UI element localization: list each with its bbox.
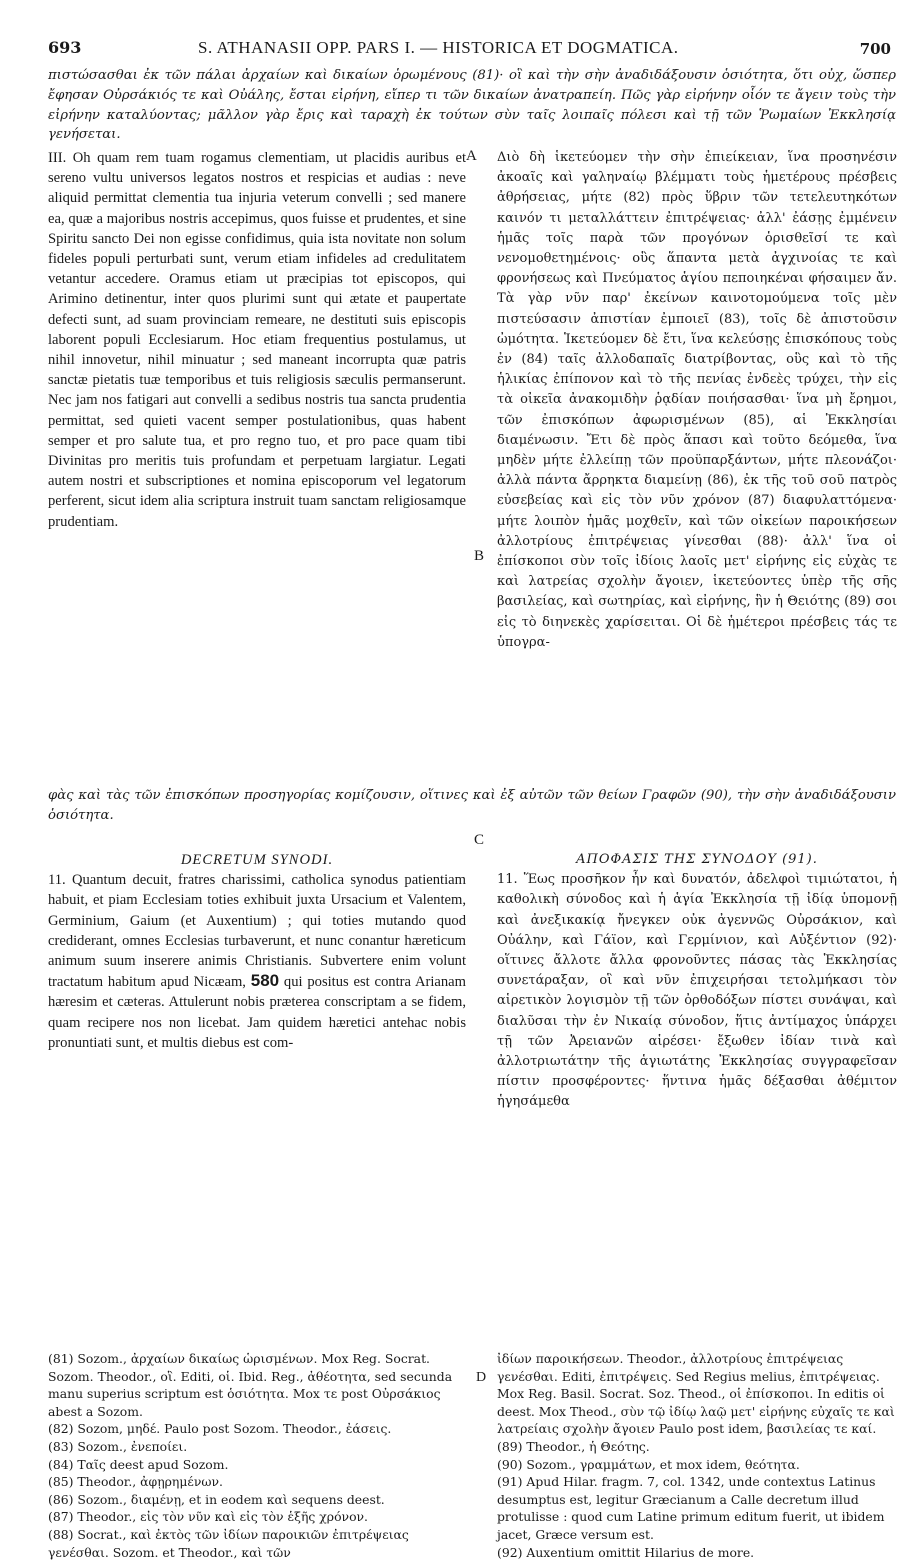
running-head: S. ATHANASII OPP. PARS I. — HISTORICA ET DOGMATICA. bbox=[198, 38, 679, 57]
footnote-86: (86) Sozom., διαμένῃ, et in eodem καὶ sequens deest. bbox=[48, 1491, 385, 1507]
footnote-91: (91) Apud Hilar. fragm. 7, col. 1342, unde contextus Latinus desumptus est, legitur Græcianum a Calle decretum illud protulisse : quod cum Latine primum editum fuerit, ut ibidem jacet, Græce versum est. bbox=[497, 1474, 885, 1542]
footnote-83: (83) Sozom., ἐνεποίει. bbox=[48, 1438, 188, 1454]
footnote-82: (82) Sozom, μηδέ. Paulo post Sozom. Theodor., ἐάσεις. bbox=[48, 1421, 392, 1437]
intro-greek-paragraph: πιστώσασθαι ἐκ τῶν πάλαι ἀρχαίων καὶ δικαίων ὁρωμένους (81)· οἳ καὶ τὴν σὴν ἀναδιδάξουσιν ὁσιότητα, ὅτι οὐχ, ὥσπερ ἔφησαν Οὐρσάκιός τε καὶ Οὐάλης, ἔσται εἰρήνη, εἴπερ τι τῶν δικαίων ἀνατραπείη. Πῶς γὰρ εἰρήνην οἷόν τε ἄγειν τοὺς τὴν εἰρήνην καταλύοντας; μᾶλλον γὰρ ἔρις καὶ ταραχὴ ἐκ τούτων σὺν ταῖς λοιπαῖς πόλεσι καὶ τῇ τῶν Ῥωμαίων Ἐκκλησίᾳ γενήσεται. bbox=[48, 68, 896, 143]
footnote-88: (88) Socrat., καὶ ἐκτὸς τῶν ἰδίων παροικιῶν ἐπιτρέψειας γενέσθαι. Sozom. et Theodor., καὶ τῶν bbox=[48, 1526, 409, 1560]
margin-marker-c: C bbox=[474, 832, 485, 848]
bold-margin-number: 580 bbox=[250, 971, 280, 991]
footnotes-left bbox=[48, 1350, 468, 1561]
decretum-synodi bbox=[48, 850, 466, 1053]
margin-marker-a: A bbox=[466, 148, 477, 164]
decretum-text-before: 11. Quantum decuit, fratres charissimi, catholica synodus patientiam habuit, et piam Ecclesiam toties exhibuit juxta Ursacium et Valentem, Germinium, Gaium (et Auxentium) ; qui toties mutando quod crediderant, omnes Ecclesias turbaverunt, et nunc conantur hæreticum animum suum inserere animis Christianis. Subvertere enim volunt tractatum habitum apud Nicæam, bbox=[48, 872, 466, 991]
latin-section-3: III. Oh quam rem tuam rogamus clementiam, ut placidis auribus et sereno vultu universos legatos nostros et respicias et audias : neve aliquid permittat clementia tua injuria veterum convelli ; sed manere ea, quæ a majoribus nostris accepimus, quos fuisse et prudentes, et sine Spiritu sancto Dei non egisse confidimus, quia ista novitate non solum fideles populi perturbati sunt, verum etiam infideles ad credulitatem vetantur accedere. Oramus etiam ut præcipias tot episcopos, qui Arimino detinentur, inter quos plurimi sunt qui ætate et paupertate defecti sunt, ad suam provinciam remeare, ne destituti suis episcopis laborent populi Ecclesiarum. Hoc etiam frequentius postulamus, ut nihil innovetur, nihil minuatur ; sed maneant incorrupta quæ patris sanctæ pietatis tuæ temporibus et tuis religiosis sæculis permanserunt. Nec jam nos fatigari aut convelli a sedibus nostris tua sancta prudentia permittat, sed quieti vacent semper postulationibus, quas habent semper et pro salute tua, et pro regno tuo, et pro pace quam tibi Divinitas pro meritis tuis profundam et perpetuam largiatur. Legati autem nostri et subscriptiones et nomina episcoporum vel legatorum perferent, sicut idem alia scriptura instruit tuam sanctam religiosamque prudentiam. bbox=[48, 150, 466, 530]
footnote-85: (85) Theodor., ἀφῃρημένων. bbox=[48, 1474, 223, 1490]
margin-marker-b: B bbox=[474, 548, 485, 564]
footnote-81: (81) Sozom., ἀρχαίων δικαίως ὡρισμένων. Mox Reg. Socrat. Sozom. Theodor., οἳ. Editi, οἱ. Ibid. Reg., ἀθέοτητα, sed secunda manu superius scriptum est ὁσιότητα. Mox τε post Οὐρσάκιος abest a Sozom. bbox=[48, 1351, 453, 1419]
footnote-90: (90) Sozom., γραμμάτων, et mox idem, θεότητα. bbox=[497, 1456, 800, 1472]
footnote-88-continued: ἰδίων παροικήσεων. Theodor., ἀλλοτρίους ἐπιτρέψειας γενέσθαι. Editi, ἐπιτρέψεις. Sed Regius melius, ἐπιτρέψειας. Mox Reg. Basil. Socrat. Soz. Theod., οἱ ἐπίσκοποι. In editis οἱ deest. Mox Theod., σὺν τῷ ἰδίῳ λαῷ μετ' εἰρήνης εὐχαῖς τε καὶ λατρείαις σχολὴν ἄγοιεν Paulo post idem, βασιλείας τε καί. bbox=[497, 1351, 895, 1437]
margin-marker-d: D bbox=[476, 1370, 487, 1385]
bridge-greek-paragraph: φὰς καὶ τὰς τῶν ἐπισκόπων προσηγορίας κομίζουσιν, οἵτινες καὶ ἐξ αὐτῶν τῶν θείων Γραφῶν (90), τὴν σὴν ἀναδιδάξουσιν ὁσιότητα. bbox=[48, 788, 896, 823]
greek-section-3: Διὸ δὴ ἱκετεύομεν τὴν σὴν ἐπιείκειαν, ἵνα προσηνέσιν ἀκοαῖς καὶ γαληναίῳ βλέμματι τοὺς ἡμετέρους πρέσβεις ἀθρήσειας, μήτε (82) πρὸς ὕβριν τῶν τετελευτηκότων καινόν τι μεταλλάττειν ἐπιτρέψειας· ἀλλ' ἐάσῃς ἐμμένειν ἡμᾶς τοῖς παρὰ τῶν προγόνων ὁρισθεῖσί τε καὶ νενομοθετημένοις· οὓς ἅπαντα μετὰ ἀγχινοίας τε καὶ φρονήσεως καὶ Πνεύματος ἁγίου πεποιηκέναι φήσαιμεν ἄν. Τὰ γὰρ νῦν παρ' ἐκείνων καινοτομούμενα τοῖς μὲν πιστεύσασιν ἀπιστίαν ἐμποιεῖ (83), τοῖς δὲ ἀπιστοῦσιν ὠμότητα. Ἱκετεύομεν δὲ ἔτι, ἵνα κελεύσῃς ἐπισκόπους τοὺς ἐν (84) ταῖς ἀλλοδαπαῖς διατρίβοντας, οὓς καὶ τὸ τῆς ἡλικίας ἐπίπονον καὶ τὸ τῆς πενίας ἐνδεὲς τρύχει, τὴν εἰς τὰ οἰκεῖα ἀνακομιδὴν ῥᾳδίαν ποιήσασθαι· ἵνα μὴ ἔρημοι, τῶν ἐπισκόπων ἀφωρισμένων (85), αἱ Ἐκκλησίαι διαμένωσιν. Ἔτι δὲ πρὸς ἅπασι καὶ τοῦτο δεόμεθα, ἵνα μηδὲν μήτε ἐλλείπῃ τῶν προϋπαρξάντων, μήτε πλεονάζοι· ἀλλὰ πάντα ἄρρηκτα διαμείνῃ (86), ἐκ τῆς τοῦ σοῦ πατρὸς εὐσεβείας καὶ εἰς τὸν νῦν χρόνον (87) διαφυλαττόμενα· μήτε λοιπὸν ἡμᾶς μοχθεῖν, καὶ τῶν οἰκείων παροικήσεων ἀλλοτρίους ἐπιτρέψειας γίνεσθαι (88)· ἀλλ' ἵνα οἱ ἐπίσκοποι σὺν τοῖς ἰδίοις λαοῖς μετ' εἰρήνης εἰς εὐχὰς τε καὶ λατρείας σχολὴν ἄγοιεν, ἱκετεύοντες ὑπὲρ τῆς σῆς βασιλείας, καὶ σωτηρίας, καὶ εἰρήνης, ἣν ἡ Θειότης (89) σοι εἰς τὸ διηνεκὲς χαρίσειται. Οἱ δὲ ἡμέτεροι πρέσβεις τάς τε ὑπογρα- bbox=[497, 150, 897, 650]
right-column-number: 700 bbox=[859, 40, 891, 58]
page-header bbox=[48, 38, 893, 60]
apofasis-text: 11. Ἕως προσῆκον ἦν καὶ δυνατόν, ἀδελφοὶ τιμιώτατοι, ἡ καθολικὴ σύνοδος καὶ ἡ ἁγία Ἐκκλησία τῇ ἰδίᾳ ὑπομονῇ καὶ ἀνεξικακίᾳ ἤνεγκεν οὐκ ἀγεννῶς Οὐρσάκιον, καὶ Οὐάλην, καὶ Γάϊον, καὶ Γερμίνιον, καὶ Αὐξέντιον (92)· οἵτινες ἄλλοτε ἄλλα φρονοῦντες πάσας τὰς Ἐκκλησίας συνετάραξαν, οἳ καὶ νῦν ἐπιχειρήσαι τετολμήκασι τὸν αἱρετικὸν λογισμὸν τῇ τῶν ὀρθοδόξων πίστει συνάψαι, καὶ διαλῦσαι τὴν ἐν Νικαίᾳ σύνοδον, ἥτις ἀντίμαχος ὑπάρχει τῇ τῶν Ἀρειανῶν αἱρέσει· ἔξωθεν ἰδίαν τινὰ καὶ ἀλλοτριωτάτην τῆς ἁγιωτάτης Ἐκκλησίας συγγραφεῖσαν πίστιν προσφέροντες· ἥντινα ἡμᾶς δέξασθαι ἀθέμιτον ἡγησάμεθα bbox=[497, 872, 897, 1110]
footnotes-right bbox=[497, 1350, 897, 1561]
footnote-92: (92) Auxentium omittit Hilarius de more. bbox=[497, 1544, 755, 1560]
left-page-number: 693 bbox=[48, 38, 82, 57]
footnote-87: (87) Theodor., εἰς τὸν νῦν καὶ εἰς τὸν ἑξῆς χρόνον. bbox=[48, 1509, 368, 1525]
decretum-title: DECRETUM SYNODI. bbox=[180, 852, 334, 868]
footnote-84: (84) Ταῖς deest apud Sozom. bbox=[48, 1456, 229, 1472]
footnote-89: (89) Theodor., ἡ Θεότης. bbox=[497, 1438, 650, 1454]
apofasis-title: ΑΠΟΦΑΣΙΣ ΤΗΣ ΣΥΝΟΔΟΥ (91). bbox=[576, 852, 818, 867]
decretum-text-after: qui positus est contra Arianam hæresim et cæteras. Attulerunt nobis præterea conscriptam a se fidem, quam recipere nos non licebat. Jam quidem hæretici antehac nobis pronuntiati sunt, et multis diebus est com- bbox=[48, 974, 467, 1051]
apofasis-synodou bbox=[497, 850, 897, 1113]
